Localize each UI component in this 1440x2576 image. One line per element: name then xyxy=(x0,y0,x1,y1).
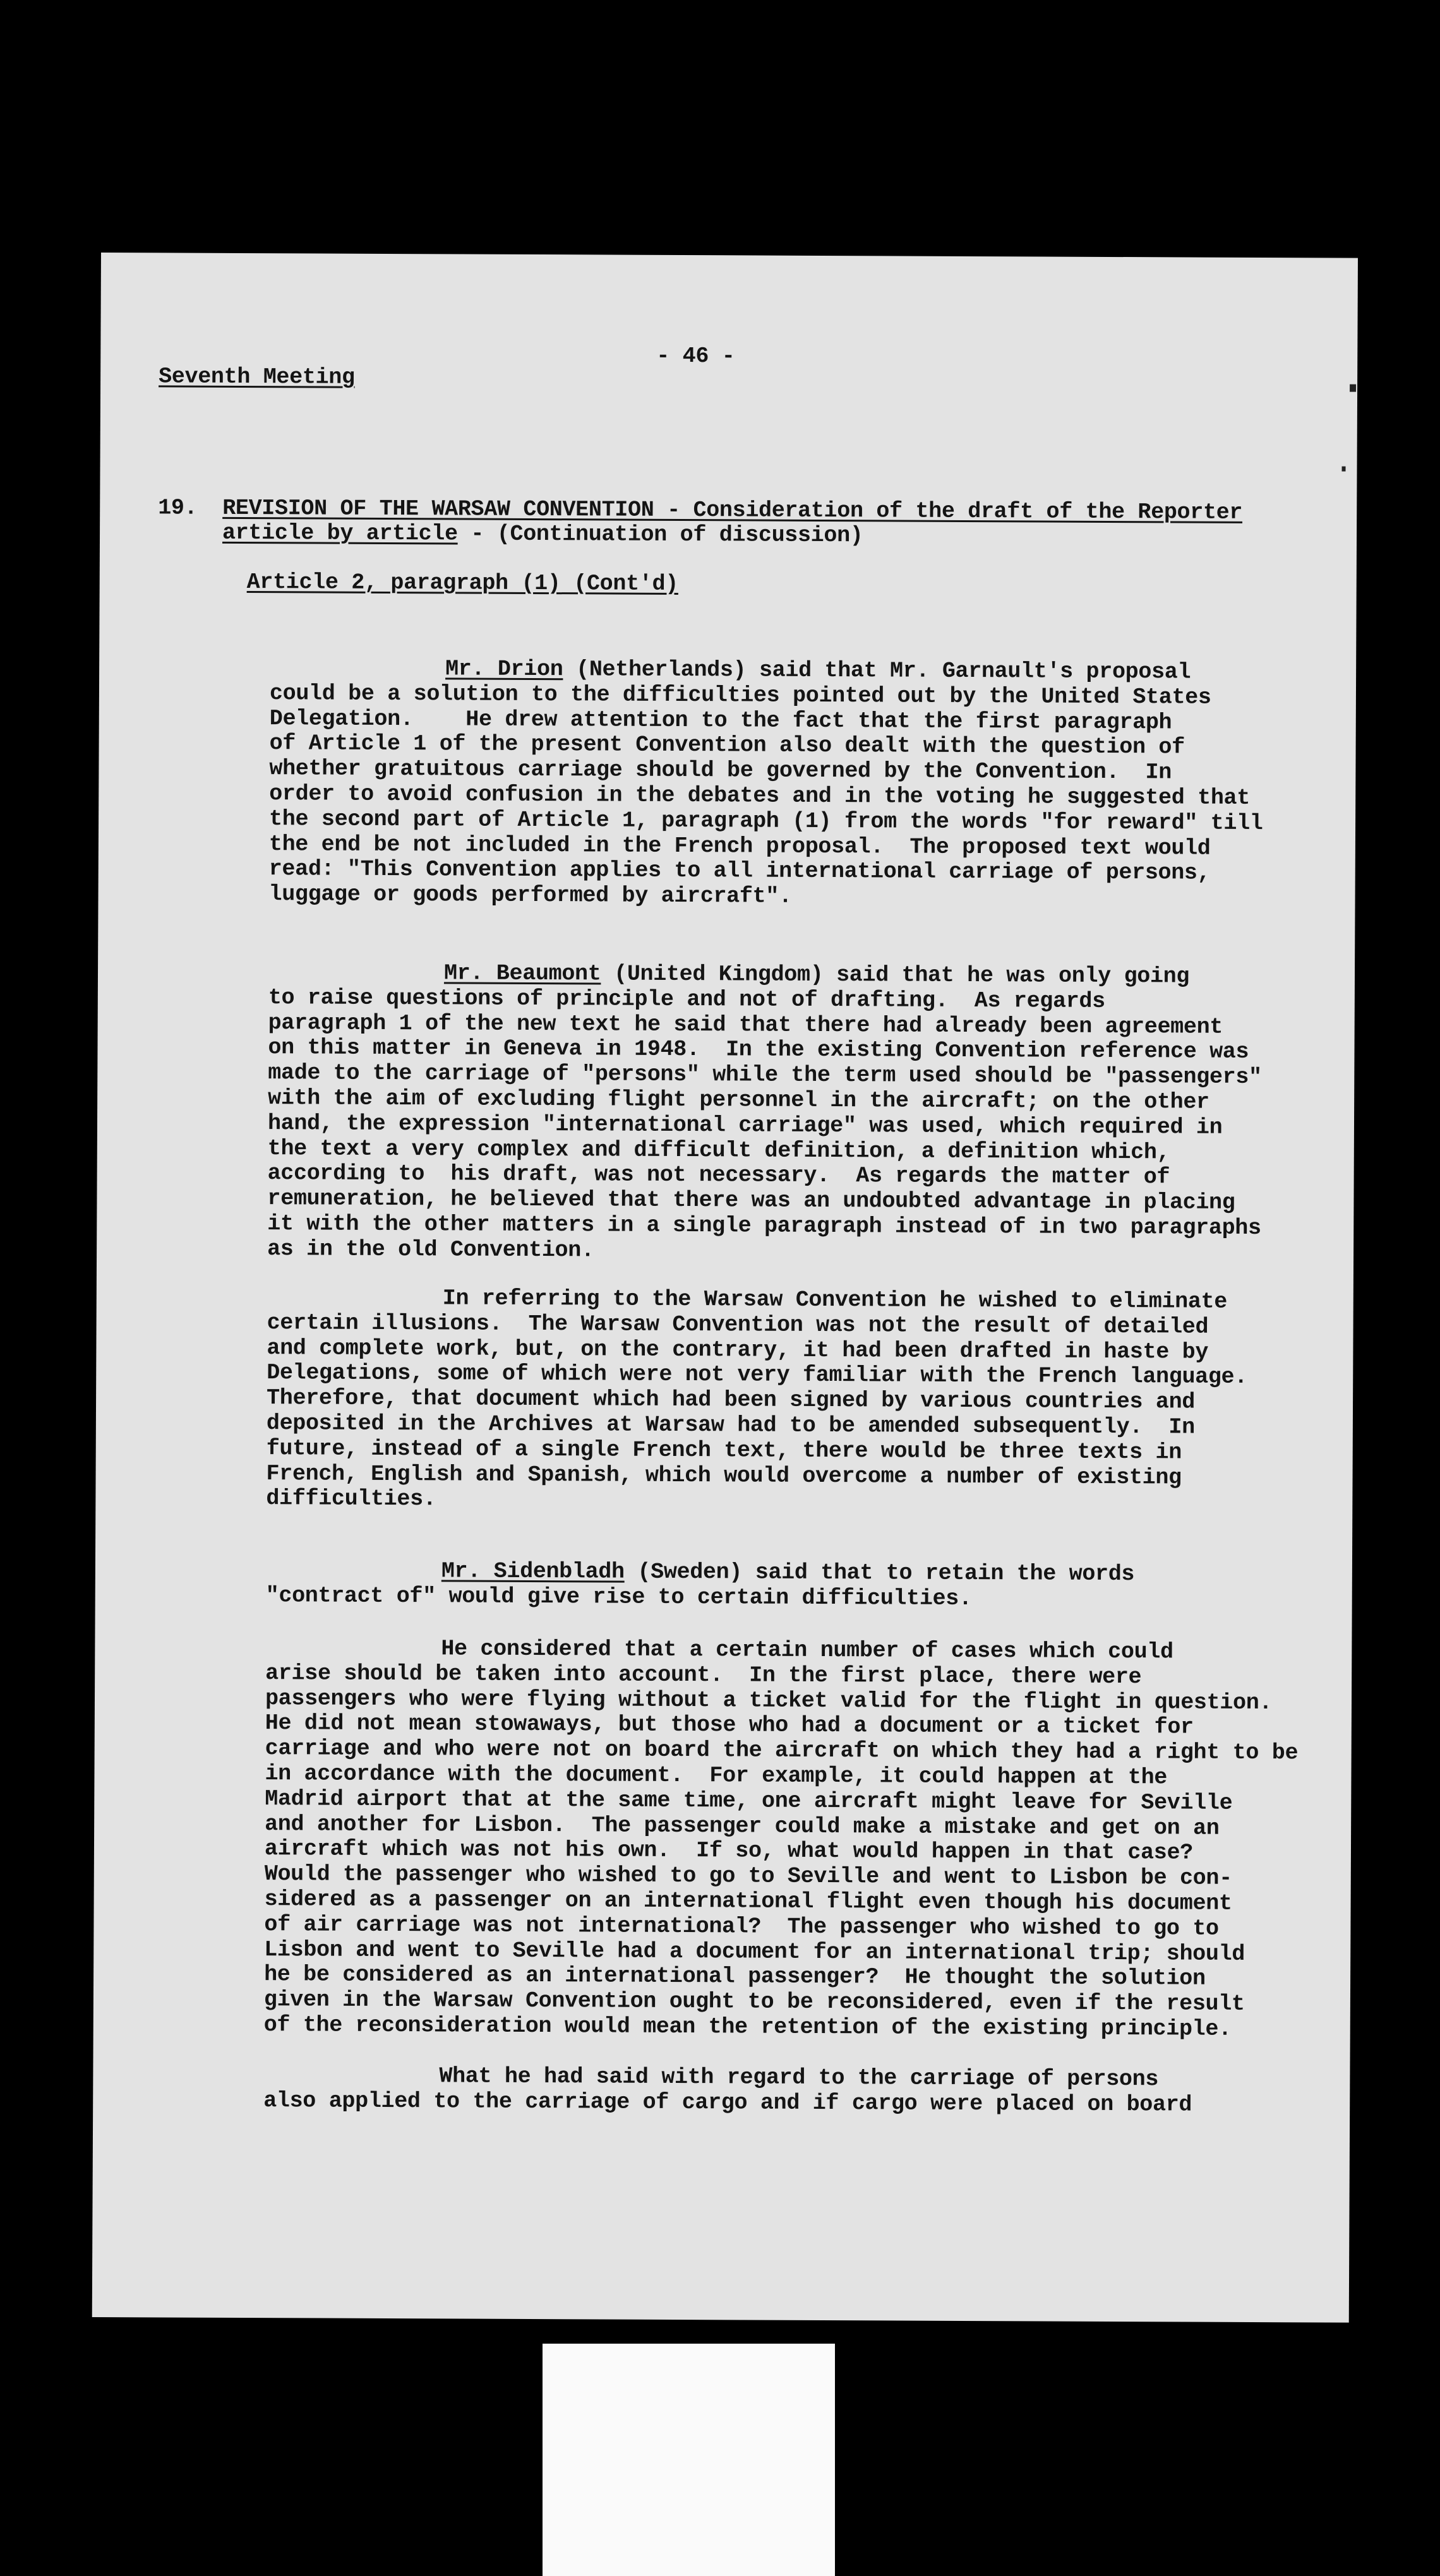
line-text: (Netherlands) said that Mr. Garnault's proposal xyxy=(563,657,1191,685)
line-text: remuneration, he believed that there was an undoubted advantage in placing xyxy=(267,1186,1235,1216)
line-text: as in the old Convention. xyxy=(267,1236,594,1263)
paragraph xyxy=(264,1636,1299,2042)
line-text: deposited in the Archives at Warsaw had to be amended subsequently. In xyxy=(266,1410,1195,1440)
line-text: future, instead of a single French text, there would be three texts in xyxy=(266,1435,1182,1465)
scan-mark xyxy=(1342,467,1346,472)
text-line xyxy=(267,1237,1261,1267)
text-line xyxy=(263,2089,1192,2118)
line-text: carriage and who were not on board the aircraft on which they had a right to be xyxy=(265,1736,1299,1766)
speaker-name: Mr. Beaumont xyxy=(443,960,601,987)
document-page xyxy=(92,253,1358,2323)
line-text: sidered as a passenger on an international flight even though his document xyxy=(264,1887,1232,1916)
line-text: (Sweden) said that to retain the words xyxy=(624,1559,1135,1587)
speaker-name: Mr. Drion xyxy=(445,656,563,683)
line-text: passengers who were flying without a ticket valid for the flight in question. xyxy=(265,1685,1273,1715)
line-text: Delegation. He drew attention to the fact that the first paragraph xyxy=(269,705,1172,735)
line-text: hand, the expression "international carriage" was used, which required in xyxy=(267,1110,1223,1140)
line-text: of air carriage was not international? The passenger who wished to go to xyxy=(264,1911,1219,1941)
line-text: French, English and Spanish, which would overcome a number of existing xyxy=(266,1460,1182,1491)
item-title-rest: - (Continuation of discussion) xyxy=(457,521,863,549)
line-text: of the reconsideration would mean the retention of the existing principle. xyxy=(263,2012,1232,2042)
line-text: it with the other matters in a single paragraph instead of in two paragraphs xyxy=(267,1211,1261,1241)
line-text: He did not mean stowaways, but those who had a document or a ticket for xyxy=(265,1710,1194,1740)
line-text: on this matter in Geneva in 1948. In the existing Convention reference was xyxy=(268,1035,1249,1065)
line-text: the end be not included in the French proposal. The proposed text would xyxy=(268,831,1211,861)
line-text: and complete work, but, on the contrary, it had been drafted in haste by xyxy=(267,1335,1209,1365)
line-text: made to the carriage of "persons" while the term used should be "passengers" xyxy=(268,1060,1262,1090)
paragraph xyxy=(263,2063,1192,2118)
line-text: luggage or goods performed by aircraft". xyxy=(268,881,792,909)
page-number: - 46 - xyxy=(656,343,735,369)
line-text: of Article 1 of the present Convention also dealt with the question of xyxy=(269,730,1185,760)
line-text: (United Kingdom) said that he was only going xyxy=(601,961,1190,989)
speaker-name: Mr. Sidenbladh xyxy=(441,1558,625,1585)
line-text: Therefore, that document which had been signed by various countries and xyxy=(266,1385,1196,1415)
line-text: "contract of" would give rise to certain difficulties. xyxy=(265,1582,972,1611)
line-text: aircraft which was not his own. If so, what would happen in that case? xyxy=(264,1836,1193,1866)
line-text: given in the Warsaw Convention ought to be reconsidered, even if the result xyxy=(263,1987,1245,2017)
line-text: and another for Lisbon. The passenger could make a mistake and get on an xyxy=(265,1811,1220,1841)
item-number: 19. xyxy=(158,495,198,521)
scan-mark xyxy=(1350,385,1356,392)
line-text: with the aim of excluding flight personnel in the aircraft; on the other xyxy=(268,1085,1209,1115)
item-title-underlined: article by article xyxy=(222,520,458,547)
line-text: Madrid airport that at the same time, one aircraft might leave for Seville xyxy=(265,1786,1233,1816)
line-text: also applied to the carriage of cargo and if cargo were placed on board xyxy=(263,2087,1192,2118)
meeting-label: Seventh Meeting xyxy=(159,364,355,390)
line-text: Would the passenger who wished to go to Seville and went to Lisbon be con- xyxy=(264,1861,1232,1892)
blank-slip xyxy=(543,2344,835,2576)
line-text: the text a very complex and difficult definition, a definition which, xyxy=(267,1135,1170,1165)
paragraph xyxy=(266,1558,1135,1613)
paragraph xyxy=(266,1285,1247,1516)
line-text: paragraph 1 of the new text he said that there had already been agreement xyxy=(268,1010,1223,1040)
line-text: could be a solution to the difficulties pointed out by the United States xyxy=(269,680,1211,710)
text-line xyxy=(268,882,1263,912)
line-text: according to his draft, was not necessary. As regards the matter of xyxy=(267,1160,1170,1190)
line-text: In referring to the Warsaw Convention he wished to eliminate xyxy=(442,1285,1228,1315)
text-line xyxy=(266,1487,1247,1517)
line-text: difficulties. xyxy=(266,1486,436,1512)
line-text: read: "This Convention applies to all international carriage of persons, xyxy=(268,856,1211,886)
line-text: He considered that a certain number of cases which could xyxy=(441,1636,1173,1665)
line-text: What he had said with regard to the carriage of persons xyxy=(439,2063,1159,2092)
line-text: arise should be taken into account. In the first place, there were xyxy=(265,1660,1142,1690)
article-subheading: Article 2, paragraph (1) (Cont'd) xyxy=(246,569,679,597)
line-text: Lisbon and went to Seville had a document for an international trip; should xyxy=(264,1936,1245,1967)
paragraph xyxy=(267,960,1263,1266)
text-line xyxy=(264,2013,1297,2042)
line-text: whether gratuitous carriage should be governed by the Convention. In xyxy=(269,756,1172,785)
line-text: Delegations, some of which were not very familiar with the French language. xyxy=(267,1360,1248,1390)
line-text: in accordance with the document. For example, it could happen at the xyxy=(265,1761,1168,1791)
line-text: order to avoid confusion in the debates and in the voting he suggested that xyxy=(269,781,1251,811)
line-text: he be considered as an international passenger? He thought the solution xyxy=(264,1962,1206,1992)
line-text: the second part of Article 1, paragraph (1) from the words "for reward" till xyxy=(269,806,1263,836)
text-line xyxy=(266,1583,1134,1613)
item-title-line1: REVISION OF THE WARSAW CONVENTION - Consideration of the draft of the Reporter xyxy=(222,495,1243,525)
line-text: certain illusions. The Warsaw Convention was not the result of detailed xyxy=(267,1309,1209,1340)
item-title-line2 xyxy=(222,520,863,548)
line-text: to raise questions of principle and not of drafting. As regards xyxy=(268,984,1105,1014)
paragraph xyxy=(268,656,1263,912)
